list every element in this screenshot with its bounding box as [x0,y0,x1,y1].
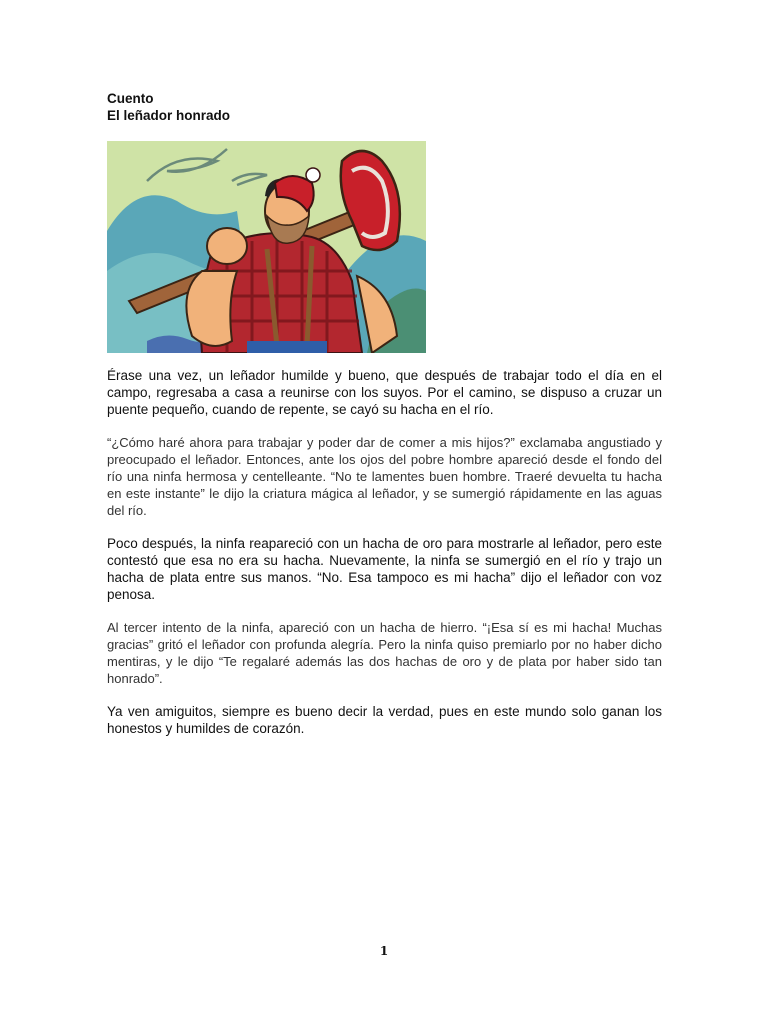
document-heading [107,91,230,124]
story-paragraph: Érase una vez, un leñador humilde y bueno, que después de trabajar todo el día en el campo, regresaba a casa a reunirse con los suyos. Por el camino, se dispuso a cruzar un puente pequeño, cuando de repente, se cayó su hacha en el río. [107,368,662,417]
page-number: 1 [379,944,389,958]
story-paragraph: “¿Cómo haré ahora para trabajar y poder dar de comer a mis hijos?” exclamaba angustiado y preocupado el leñador. Entonces, ante los ojos del pobre hombre apareció desde el fondo del río una ninfa hermosa y centelleante. “No te lamentes buen hombre. Traeré devuelta tu hacha en este instante” le dijo la criatura mágica al leñador, y se sumergió rápidamente en las aguas del río. [107,435,662,518]
story-paragraph: Ya ven amiguitos, siempre es bueno decir la verdad, pues en este mundo solo ganan los honestos y humildes de corazón. [107,704,662,736]
document-label: Cuento [107,91,154,106]
story-paragraph: Al tercer intento de la ninfa, apareció con un hacha de hierro. “¡Esa sí es mi hacha! Muchas gracias” gritó el leñador con profunda alegría. Pero la ninfa quiso premiarlo por no haber dicho mentiras, y le dijo “Te regalaré además las dos hachas de oro y de plata por haber sido tan honrado”. [107,620,662,686]
story-body [107,367,662,753]
lumberjack-illustration [107,141,426,353]
document-title: El leñador honrado [107,107,231,123]
story-paragraph: Poco después, la ninfa reapareció con un hacha de oro para mostrarle al leñador, pero este contestó que esa no era su hacha. Nuevamente, la ninfa se sumergió en el río y trajo un hacha de plata entre sus manos. “No. Esa tampoco es mi hacha” dijo el leñador con voz penosa. [107,536,662,602]
